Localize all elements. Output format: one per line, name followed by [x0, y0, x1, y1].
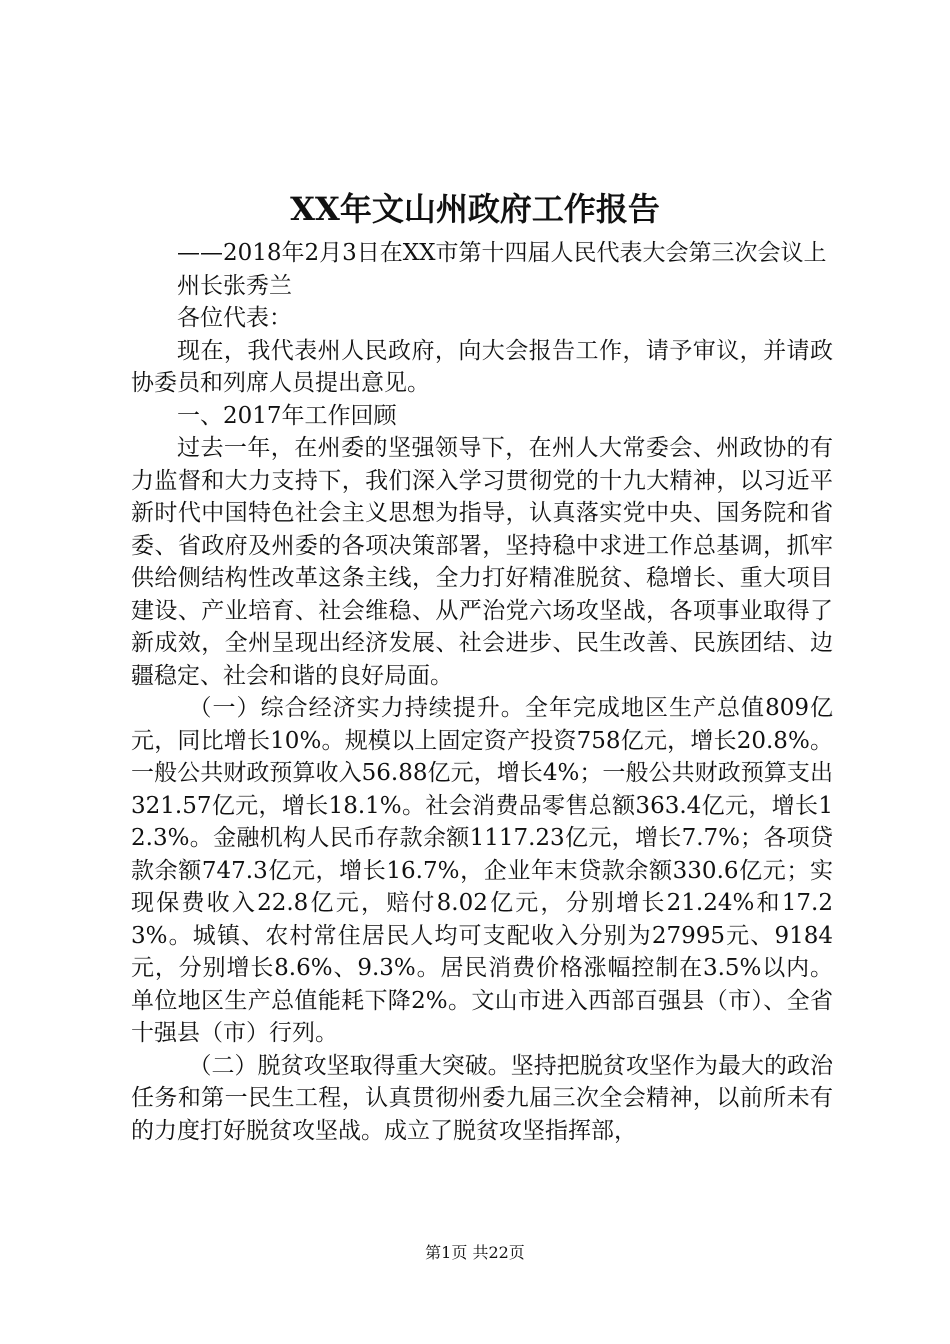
review-paragraph: 过去一年，在州委的坚强领导下，在州人大常委会、州政协的有力监督和大力支持下，我们深入学习贯彻党的十九大精神，以习近平新时代中国特色社会主义思想为指导，认真落实党中央、国务院和省委、省政府及州委的各项决策部署，坚持稳中求进工作总基调，抓牢供给侧结构性改革这条主线，全力打好精准脱贫、稳增长、重大项目建设、产业培育、社会维稳、从严治党六场攻坚战，各项事业取得了新成效，全州呈现出经济发展、社会进步、民生改善、民族团结、边疆稳定、社会和谐的良好局面。	[131, 435, 833, 689]
document-body	[131, 237, 833, 1147]
document-title: XX年文山州政府工作报告	[290, 190, 660, 228]
page-number: 第1页 共22页	[425, 1243, 525, 1262]
section-heading: 一、2017年工作回顾	[177, 402, 397, 429]
subtitle-paragraph: ——2018年2月3日在XX市第十四届人民代表大会第三次会议上	[177, 240, 827, 266]
speaker-paragraph: 州长张秀兰	[177, 272, 292, 299]
poverty-paragraph: （二）脱贫攻坚取得重大突破。坚持把脱贫攻坚作为最大的政治任务和第一民生工程，认真贯彻州委九届三次全会精神，以前所未有的力度打好脱贫攻坚战。成立了脱贫攻坚指挥部，	[131, 1052, 833, 1144]
salutation-paragraph: 各位代表：	[177, 305, 292, 331]
economy-paragraph: （一）综合经济实力持续提升。全年完成地区生产总值809亿元，同比增长10%。规模以上固定资产投资758亿元，增长20.8%。一般公共财政预算收入56.88亿元，增长4%；一般公共财政预算支出321.57亿元，增长18.1%。社会消费品零售总额363.4亿元，增长12.3%。金融机构人民币存款余额1117.23亿元，增长7.7%；各项贷款余额747.3亿元，增长16.7%，企业年末贷款余额330.6亿元；实现保费收入22.8亿元，赔付8.02亿元，分别增长21.24%和17.23%。城镇、农村常住居民人均可支配收入分别为27995元、9184元，分别增长8.6%、9.3%。居民消费价格涨幅控制在3.5%以内。单位地区生产总值能耗下降2%。文山市进入西部百强县（市）、全省十强县（市）行列。	[131, 695, 833, 1046]
intro-paragraph: 现在，我代表州人民政府，向大会报告工作，请予审议，并请政协委员和列席人员提出意见。	[131, 337, 833, 396]
